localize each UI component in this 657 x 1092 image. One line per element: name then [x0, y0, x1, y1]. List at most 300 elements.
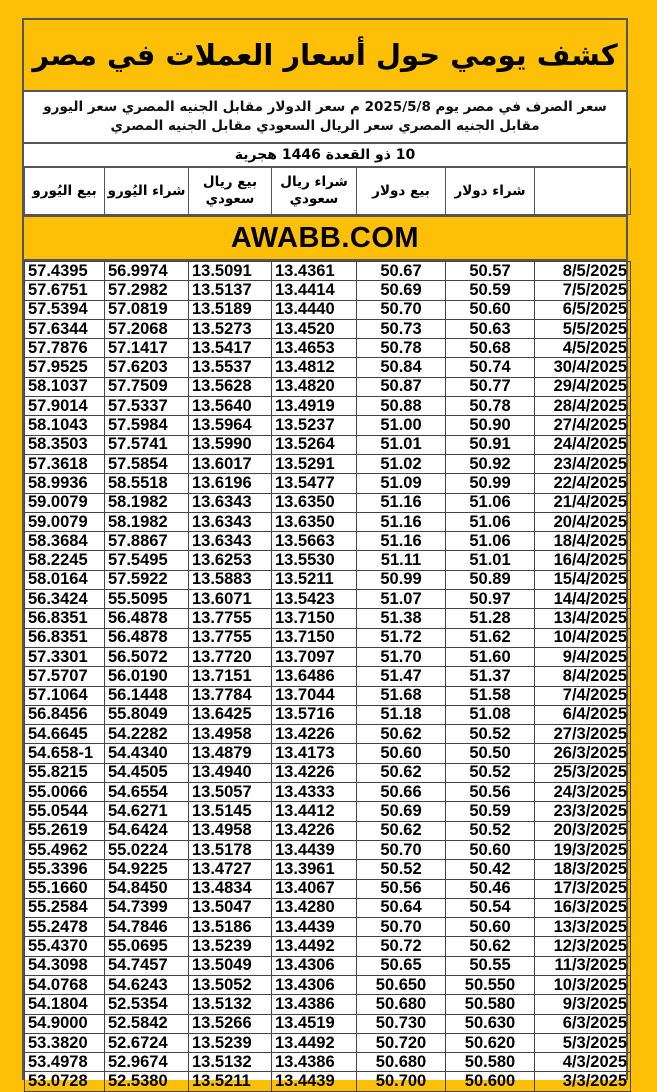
sar-sell-cell: 13.4834 — [189, 879, 272, 898]
table-row — [25, 937, 631, 956]
sar-buy-cell: 13.5237 — [272, 416, 357, 435]
rates-sheet — [22, 18, 628, 1091]
sar-buy-cell: 13.4439 — [272, 1072, 357, 1091]
table-row — [25, 821, 631, 840]
usd-sell-cell: 51.68 — [357, 686, 446, 705]
eur-buy-cell: 55.0224 — [105, 840, 189, 859]
eur-sell-cell: 55.2619 — [25, 821, 105, 840]
eur-sell-cell: 59.0079 — [25, 512, 105, 531]
eur-buy-cell: 52.5380 — [105, 1072, 189, 1091]
table-row — [25, 956, 631, 975]
eur-buy-cell: 55.0695 — [105, 937, 189, 956]
usd-buy-cell: 51.08 — [446, 705, 535, 724]
sar-buy-cell: 13.4440 — [272, 300, 357, 319]
sar-sell-cell: 13.5137 — [189, 281, 272, 300]
usd-buy-cell: 51.58 — [446, 686, 535, 705]
sar-buy-cell: 13.5264 — [272, 435, 357, 454]
usd-sell-cell: 50.99 — [357, 570, 446, 589]
eur-buy-cell: 54.6554 — [105, 783, 189, 802]
usd-buy-cell: 50.60 — [446, 300, 535, 319]
usd-sell-cell: 51.07 — [357, 590, 446, 609]
eur-buy-cell: 54.6243 — [105, 975, 189, 994]
sar-buy-cell: 13.4492 — [272, 937, 357, 956]
eur-sell-cell: 58.2245 — [25, 551, 105, 570]
eur-buy-cell: 57.2982 — [105, 281, 189, 300]
eur-buy-cell: 58.1982 — [105, 512, 189, 531]
sar-sell-cell: 13.6343 — [189, 512, 272, 531]
date-cell: 8/5/2025 — [535, 262, 631, 281]
date-cell: 14/4/2025 — [535, 590, 631, 609]
eur-sell-cell: 57.6344 — [25, 319, 105, 338]
table-row — [25, 918, 631, 937]
usd-buy-cell: 50.50 — [446, 744, 535, 763]
table-row — [25, 300, 631, 319]
hijri-date: 10 ذو القعدة 1446 هجرية — [24, 144, 626, 168]
eur-buy-cell: 56.5072 — [105, 647, 189, 666]
usd-sell-cell: 50.650 — [357, 975, 446, 994]
date-cell: 20/3/2025 — [535, 821, 631, 840]
date-cell: 16/3/2025 — [535, 898, 631, 917]
table-row — [25, 783, 631, 802]
table-row — [25, 397, 631, 416]
eur-buy-cell: 57.5922 — [105, 570, 189, 589]
sar-buy-cell: 13.4919 — [272, 397, 357, 416]
table-row — [25, 474, 631, 493]
sar-sell-cell: 13.6425 — [189, 705, 272, 724]
date-cell: 5/3/2025 — [535, 1033, 631, 1052]
eur-buy-cell: 54.8450 — [105, 879, 189, 898]
table-row — [25, 686, 631, 705]
sar-sell-cell: 13.5273 — [189, 319, 272, 338]
usd-buy-cell: 50.59 — [446, 802, 535, 821]
date-cell: 7/5/2025 — [535, 281, 631, 300]
sar-buy-cell: 13.4439 — [272, 918, 357, 937]
eur-buy-cell: 54.4505 — [105, 763, 189, 782]
eur-sell-cell: 57.4395 — [25, 262, 105, 281]
eur-buy-cell: 56.4878 — [105, 628, 189, 647]
sar-buy-cell: 13.4520 — [272, 319, 357, 338]
eur-sell-cell: 56.8351 — [25, 628, 105, 647]
sar-sell-cell: 13.5628 — [189, 377, 272, 396]
sar-sell-cell: 13.5132 — [189, 995, 272, 1014]
table-row — [25, 319, 631, 338]
usd-sell-cell: 51.47 — [357, 667, 446, 686]
eur-buy-cell: 56.1448 — [105, 686, 189, 705]
sar-sell-cell: 13.4958 — [189, 725, 272, 744]
table-row — [25, 551, 631, 570]
usd-buy-cell: 51.60 — [446, 647, 535, 666]
sar-buy-cell: 13.6350 — [272, 493, 357, 512]
eur-buy-cell: 57.5337 — [105, 397, 189, 416]
usd-sell-cell: 51.16 — [357, 512, 446, 531]
table-row — [25, 590, 631, 609]
usd-sell-cell: 50.84 — [357, 358, 446, 377]
sar-buy-cell: 13.5530 — [272, 551, 357, 570]
sar-sell-cell: 13.5091 — [189, 262, 272, 281]
usd-buy-cell: 50.56 — [446, 783, 535, 802]
usd-buy-cell: 50.580 — [446, 995, 535, 1014]
sar-buy-cell: 13.4414 — [272, 281, 357, 300]
sar-buy-cell: 13.4653 — [272, 339, 357, 358]
usd-buy-cell: 50.60 — [446, 840, 535, 859]
sar-sell-cell: 13.7720 — [189, 647, 272, 666]
usd-buy-cell: 50.97 — [446, 590, 535, 609]
date-cell: 18/4/2025 — [535, 532, 631, 551]
date-cell: 24/3/2025 — [535, 783, 631, 802]
usd-buy-cell: 50.99 — [446, 474, 535, 493]
header-date — [535, 168, 631, 215]
eur-sell-cell: 54.1804 — [25, 995, 105, 1014]
date-cell: 9/4/2025 — [535, 647, 631, 666]
usd-sell-cell: 50.67 — [357, 262, 446, 281]
usd-sell-cell: 50.720 — [357, 1033, 446, 1052]
eur-buy-cell: 52.6724 — [105, 1033, 189, 1052]
sar-buy-cell: 13.4067 — [272, 879, 357, 898]
table-row — [25, 705, 631, 724]
usd-sell-cell: 50.60 — [357, 744, 446, 763]
usd-sell-cell: 50.680 — [357, 1053, 446, 1072]
sar-sell-cell: 13.7755 — [189, 609, 272, 628]
usd-buy-cell: 50.60 — [446, 918, 535, 937]
date-cell: 29/4/2025 — [535, 377, 631, 396]
eur-buy-cell: 54.9225 — [105, 860, 189, 879]
sar-buy-cell: 13.4519 — [272, 1014, 357, 1033]
usd-sell-cell: 50.64 — [357, 898, 446, 917]
table-row — [25, 339, 631, 358]
date-cell: 4/3/2025 — [535, 1053, 631, 1072]
sar-sell-cell: 13.5211 — [189, 1072, 272, 1091]
date-cell: 3/3/2025 — [535, 1072, 631, 1091]
eur-sell-cell: 57.3618 — [25, 454, 105, 473]
eur-buy-cell: 57.7509 — [105, 377, 189, 396]
eur-sell-cell: 57.3301 — [25, 647, 105, 666]
eur-sell-cell: 58.0164 — [25, 570, 105, 589]
eur-sell-cell: 59.0079 — [25, 493, 105, 512]
sar-sell-cell: 13.4940 — [189, 763, 272, 782]
usd-buy-cell: 50.90 — [446, 416, 535, 435]
table-row — [25, 763, 631, 782]
sar-sell-cell: 13.6017 — [189, 454, 272, 473]
eur-sell-cell: 56.8351 — [25, 609, 105, 628]
eur-buy-cell: 57.6203 — [105, 358, 189, 377]
date-cell: 13/3/2025 — [535, 918, 631, 937]
usd-buy-cell: 50.77 — [446, 377, 535, 396]
eur-sell-cell: 56.3424 — [25, 590, 105, 609]
date-cell: 9/3/2025 — [535, 995, 631, 1014]
usd-buy-cell: 51.37 — [446, 667, 535, 686]
eur-sell-cell: 55.2478 — [25, 918, 105, 937]
usd-buy-cell: 50.600 — [446, 1072, 535, 1091]
eur-sell-cell: 57.9525 — [25, 358, 105, 377]
eur-sell-cell: 58.3503 — [25, 435, 105, 454]
eur-sell-cell: 58.9936 — [25, 474, 105, 493]
table-row — [25, 1053, 631, 1072]
usd-sell-cell: 50.62 — [357, 821, 446, 840]
eur-buy-cell: 54.7399 — [105, 898, 189, 917]
usd-sell-cell: 51.01 — [357, 435, 446, 454]
eur-buy-cell: 57.5495 — [105, 551, 189, 570]
usd-sell-cell: 50.70 — [357, 918, 446, 937]
sar-sell-cell: 13.6196 — [189, 474, 272, 493]
header-usd-buy: شراء دولار — [446, 168, 535, 215]
eur-buy-cell: 56.4878 — [105, 609, 189, 628]
eur-buy-cell: 52.9674 — [105, 1053, 189, 1072]
sar-buy-cell: 13.4280 — [272, 898, 357, 917]
table-row — [25, 570, 631, 589]
eur-buy-cell: 57.2068 — [105, 319, 189, 338]
usd-sell-cell: 50.62 — [357, 725, 446, 744]
usd-buy-cell: 50.54 — [446, 898, 535, 917]
date-cell: 10/3/2025 — [535, 975, 631, 994]
date-cell: 6/5/2025 — [535, 300, 631, 319]
eur-sell-cell: 55.1660 — [25, 879, 105, 898]
table-row — [25, 1033, 631, 1052]
table-row — [25, 1014, 631, 1033]
eur-buy-cell: 57.5854 — [105, 454, 189, 473]
usd-buy-cell: 50.52 — [446, 725, 535, 744]
sar-buy-cell: 13.3961 — [272, 860, 357, 879]
sar-sell-cell: 13.4958 — [189, 821, 272, 840]
table-row — [25, 416, 631, 435]
eur-sell-cell: 57.5707 — [25, 667, 105, 686]
sar-sell-cell: 13.5266 — [189, 1014, 272, 1033]
usd-buy-cell: 50.57 — [446, 262, 535, 281]
sar-buy-cell: 13.4173 — [272, 744, 357, 763]
eur-sell-cell: 57.7876 — [25, 339, 105, 358]
date-cell: 27/3/2025 — [535, 725, 631, 744]
eur-sell-cell: 57.5394 — [25, 300, 105, 319]
date-cell: 17/3/2025 — [535, 879, 631, 898]
usd-buy-cell: 50.55 — [446, 956, 535, 975]
date-cell: 21/4/2025 — [535, 493, 631, 512]
eur-sell-cell: 53.0728 — [25, 1072, 105, 1091]
eur-sell-cell: 57.9014 — [25, 397, 105, 416]
sar-buy-cell: 13.4492 — [272, 1033, 357, 1052]
rates-table — [24, 261, 631, 1092]
usd-buy-cell: 51.28 — [446, 609, 535, 628]
header-eur-buy: شراء اليُورو — [105, 168, 189, 215]
eur-buy-cell: 54.7457 — [105, 956, 189, 975]
eur-sell-cell: 56.8456 — [25, 705, 105, 724]
usd-sell-cell: 51.72 — [357, 628, 446, 647]
usd-sell-cell: 51.02 — [357, 454, 446, 473]
sar-sell-cell: 13.5239 — [189, 937, 272, 956]
sar-buy-cell: 13.5423 — [272, 590, 357, 609]
eur-buy-cell: 58.1982 — [105, 493, 189, 512]
eur-sell-cell: 54.0768 — [25, 975, 105, 994]
usd-sell-cell: 50.73 — [357, 319, 446, 338]
table-row — [25, 532, 631, 551]
eur-buy-cell: 52.5842 — [105, 1014, 189, 1033]
date-cell: 16/4/2025 — [535, 551, 631, 570]
sar-buy-cell: 13.4386 — [272, 995, 357, 1014]
table-row — [25, 744, 631, 763]
brand-banner: AWABB.COM — [24, 215, 626, 261]
usd-sell-cell: 50.56 — [357, 879, 446, 898]
eur-sell-cell: 55.2584 — [25, 898, 105, 917]
eur-buy-cell: 57.1417 — [105, 339, 189, 358]
sar-buy-cell: 13.7150 — [272, 609, 357, 628]
usd-buy-cell: 50.78 — [446, 397, 535, 416]
date-cell: 6/3/2025 — [535, 1014, 631, 1033]
eur-buy-cell: 57.5741 — [105, 435, 189, 454]
table-row — [25, 377, 631, 396]
sar-sell-cell: 13.5049 — [189, 956, 272, 975]
eur-sell-cell: 55.0066 — [25, 783, 105, 802]
eur-sell-cell: 57.6751 — [25, 281, 105, 300]
usd-buy-cell: 50.630 — [446, 1014, 535, 1033]
usd-sell-cell: 50.700 — [357, 1072, 446, 1091]
sar-buy-cell: 13.4306 — [272, 975, 357, 994]
date-cell: 20/4/2025 — [535, 512, 631, 531]
sar-buy-cell: 13.4361 — [272, 262, 357, 281]
usd-sell-cell: 50.730 — [357, 1014, 446, 1033]
date-cell: 15/4/2025 — [535, 570, 631, 589]
sar-sell-cell: 13.6343 — [189, 532, 272, 551]
table-row — [25, 628, 631, 647]
usd-buy-cell: 50.91 — [446, 435, 535, 454]
eur-sell-cell: 58.3684 — [25, 532, 105, 551]
usd-sell-cell: 50.72 — [357, 937, 446, 956]
date-cell: 7/4/2025 — [535, 686, 631, 705]
eur-buy-cell: 55.5095 — [105, 590, 189, 609]
sar-sell-cell: 13.6253 — [189, 551, 272, 570]
sar-sell-cell: 13.5537 — [189, 358, 272, 377]
sar-sell-cell: 13.5052 — [189, 975, 272, 994]
date-cell: 6/4/2025 — [535, 705, 631, 724]
sar-sell-cell: 13.6343 — [189, 493, 272, 512]
usd-buy-cell: 50.550 — [446, 975, 535, 994]
table-row — [25, 609, 631, 628]
eur-buy-cell: 57.0819 — [105, 300, 189, 319]
table-row — [25, 995, 631, 1014]
table-row — [25, 898, 631, 917]
usd-sell-cell: 50.52 — [357, 860, 446, 879]
table-row — [25, 435, 631, 454]
usd-sell-cell: 50.680 — [357, 995, 446, 1014]
date-cell: 10/4/2025 — [535, 628, 631, 647]
usd-sell-cell: 50.69 — [357, 281, 446, 300]
sar-sell-cell: 13.5417 — [189, 339, 272, 358]
date-cell: 27/4/2025 — [535, 416, 631, 435]
date-cell: 5/5/2025 — [535, 319, 631, 338]
eur-sell-cell: 54.9000 — [25, 1014, 105, 1033]
usd-sell-cell: 50.78 — [357, 339, 446, 358]
date-cell: 12/3/2025 — [535, 937, 631, 956]
usd-sell-cell: 51.09 — [357, 474, 446, 493]
sar-buy-cell: 13.5716 — [272, 705, 357, 724]
date-cell: 23/3/2025 — [535, 802, 631, 821]
table-row — [25, 802, 631, 821]
date-cell: 28/4/2025 — [535, 397, 631, 416]
usd-buy-cell: 50.59 — [446, 281, 535, 300]
date-cell: 18/3/2025 — [535, 860, 631, 879]
eur-buy-cell: 56.9974 — [105, 262, 189, 281]
table-row — [25, 879, 631, 898]
usd-buy-cell: 51.06 — [446, 532, 535, 551]
page-title: كشف يومي حول أسعار العملات في مصر — [24, 20, 626, 92]
date-cell: 26/3/2025 — [535, 744, 631, 763]
table-row — [25, 725, 631, 744]
sar-sell-cell: 13.7151 — [189, 667, 272, 686]
sar-buy-cell: 13.4226 — [272, 763, 357, 782]
usd-buy-cell: 51.06 — [446, 512, 535, 531]
sar-buy-cell: 13.7044 — [272, 686, 357, 705]
table-row — [25, 860, 631, 879]
usd-sell-cell: 51.38 — [357, 609, 446, 628]
sar-sell-cell: 13.5990 — [189, 435, 272, 454]
eur-buy-cell: 54.6271 — [105, 802, 189, 821]
date-cell: 4/5/2025 — [535, 339, 631, 358]
eur-sell-cell: 54.658-1 — [25, 744, 105, 763]
usd-buy-cell: 50.74 — [446, 358, 535, 377]
eur-buy-cell: 54.6424 — [105, 821, 189, 840]
sar-buy-cell: 13.4386 — [272, 1053, 357, 1072]
sar-buy-cell: 13.5477 — [272, 474, 357, 493]
sar-sell-cell: 13.5189 — [189, 300, 272, 319]
eur-sell-cell: 55.4370 — [25, 937, 105, 956]
usd-buy-cell: 50.52 — [446, 821, 535, 840]
usd-sell-cell: 51.16 — [357, 493, 446, 512]
eur-buy-cell: 52.5354 — [105, 995, 189, 1014]
eur-buy-cell: 56.0190 — [105, 667, 189, 686]
sar-buy-cell: 13.4306 — [272, 956, 357, 975]
date-cell: 11/3/2025 — [535, 956, 631, 975]
usd-sell-cell: 51.00 — [357, 416, 446, 435]
usd-buy-cell: 51.06 — [446, 493, 535, 512]
date-cell: 8/4/2025 — [535, 667, 631, 686]
eur-sell-cell: 54.3098 — [25, 956, 105, 975]
sar-buy-cell: 13.4412 — [272, 802, 357, 821]
date-cell: 19/3/2025 — [535, 840, 631, 859]
usd-buy-cell: 50.42 — [446, 860, 535, 879]
usd-sell-cell: 50.88 — [357, 397, 446, 416]
usd-buy-cell: 51.01 — [446, 551, 535, 570]
eur-sell-cell: 55.8215 — [25, 763, 105, 782]
table-row — [25, 647, 631, 666]
sar-buy-cell: 13.4812 — [272, 358, 357, 377]
usd-sell-cell: 51.70 — [357, 647, 446, 666]
eur-buy-cell: 54.2282 — [105, 725, 189, 744]
usd-buy-cell: 51.62 — [446, 628, 535, 647]
sar-buy-cell: 13.6350 — [272, 512, 357, 531]
usd-buy-cell: 50.89 — [446, 570, 535, 589]
usd-sell-cell: 50.62 — [357, 763, 446, 782]
table-row — [25, 840, 631, 859]
usd-sell-cell: 50.87 — [357, 377, 446, 396]
eur-sell-cell: 58.1043 — [25, 416, 105, 435]
date-cell: 24/4/2025 — [535, 435, 631, 454]
sar-buy-cell: 13.4226 — [272, 821, 357, 840]
date-cell: 30/4/2025 — [535, 358, 631, 377]
usd-buy-cell: 50.52 — [446, 763, 535, 782]
header-sar-sell: بيع ريال سعودي — [189, 168, 272, 215]
sar-sell-cell: 13.5132 — [189, 1053, 272, 1072]
sar-buy-cell: 13.7150 — [272, 628, 357, 647]
table-row — [25, 512, 631, 531]
sar-buy-cell: 13.7097 — [272, 647, 357, 666]
usd-sell-cell: 50.66 — [357, 783, 446, 802]
eur-sell-cell: 53.4978 — [25, 1053, 105, 1072]
table-row — [25, 667, 631, 686]
column-headers — [25, 168, 631, 215]
date-cell: 22/4/2025 — [535, 474, 631, 493]
usd-buy-cell: 50.68 — [446, 339, 535, 358]
sar-buy-cell: 13.5663 — [272, 532, 357, 551]
eur-buy-cell: 54.4340 — [105, 744, 189, 763]
sar-sell-cell: 13.5883 — [189, 570, 272, 589]
header-usd-sell: بيع دولار — [357, 168, 446, 215]
